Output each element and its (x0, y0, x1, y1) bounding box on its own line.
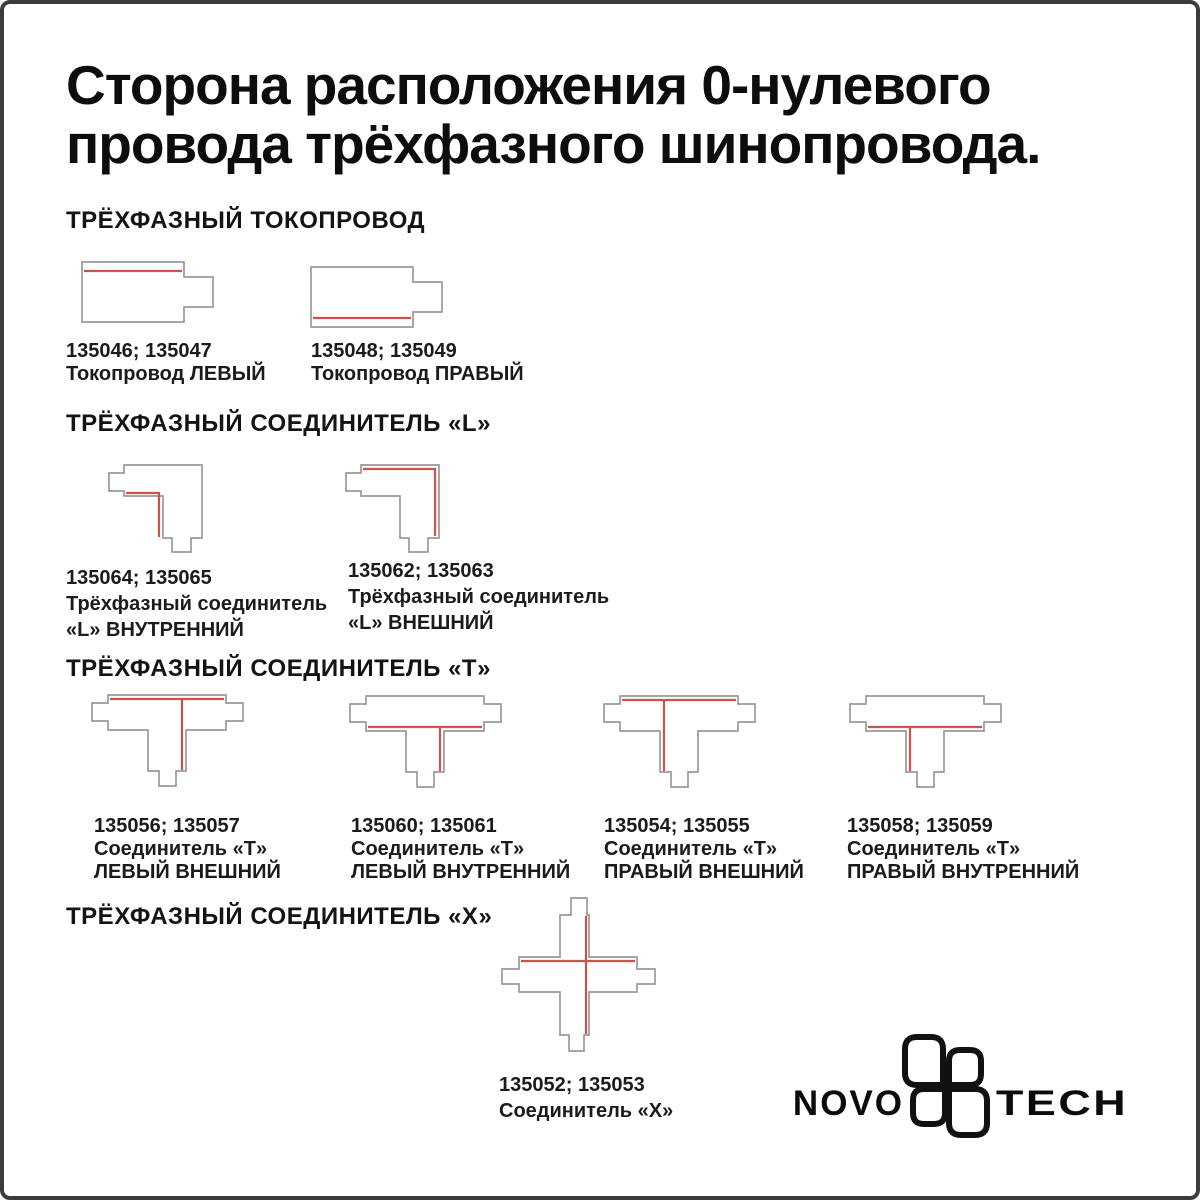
section-heading-x: ТРЁХФАЗНЫЙ СОЕДИНИТЕЛЬ «Х» (66, 903, 493, 930)
feed-left-label (66, 340, 266, 386)
l-external-name2: «L» ВНЕШНИЙ (348, 612, 494, 634)
x-connector-label (499, 1072, 673, 1124)
feed-left-name: Токопровод ЛЕВЫЙ (66, 363, 266, 385)
t2-codes: 135060; 135061 (351, 815, 497, 837)
l-internal-codes: 135064; 135065 (66, 567, 212, 589)
page-title-line2: провода трёхфазного шинопровода. (66, 113, 1041, 175)
t2-name2: ЛЕВЫЙ ВНУТРЕННИЙ (351, 861, 571, 883)
l-external-codes: 135062; 135063 (348, 560, 494, 582)
t2-name1: Соединитель «Т» (351, 838, 525, 860)
brand-name-right: TECH (996, 1084, 1129, 1123)
feed-right-label (311, 340, 524, 386)
t-left-internal-diagram (349, 695, 502, 790)
l-internal-name2: «L» ВНУТРЕННИЙ (66, 619, 244, 641)
page-title-line1: Сторона расположения 0-нулевого (66, 54, 991, 116)
t-left-external-label (94, 815, 281, 884)
t-right-internal-diagram (849, 695, 1002, 790)
feed-right-name: Токопровод ПРАВЫЙ (311, 363, 524, 385)
x-name: Соединитель «Х» (499, 1100, 674, 1122)
l-internal-label (66, 565, 327, 643)
feed-left-diagram (81, 261, 216, 326)
t-right-external-label (604, 815, 804, 884)
t3-name2: ПРАВЫЙ ВНЕШНИЙ (604, 861, 804, 883)
t-right-internal-label (847, 815, 1079, 884)
section-heading-feed: ТРЁХФАЗНЫЙ ТОКОПРОВОД (66, 207, 426, 234)
l-external-diagram (345, 464, 443, 554)
l-internal-name1: Трёхфазный соединитель (66, 593, 328, 615)
feed-right-diagram (310, 266, 445, 331)
page-title (66, 56, 1040, 174)
section-heading-l: ТРЁХФАЗНЫЙ СОЕДИНИТЕЛЬ «L» (66, 410, 491, 437)
t-left-external-diagram (91, 694, 244, 789)
l-external-label (348, 558, 609, 636)
t-left-internal-label (351, 815, 570, 884)
l-external-name1: Трёхфазный соединитель (348, 586, 610, 608)
t4-name2: ПРАВЫЙ ВНУТРЕННИЙ (847, 861, 1080, 883)
t1-codes: 135056; 135057 (94, 815, 240, 837)
t-right-external-diagram (603, 695, 756, 790)
t4-codes: 135058; 135059 (847, 815, 993, 837)
t4-name1: Соединитель «Т» (847, 838, 1021, 860)
section-heading-t: ТРЁХФАЗНЫЙ СОЕДИНИТЕЛЬ «Т» (66, 655, 491, 682)
x-codes: 135052; 135053 (499, 1074, 645, 1096)
l-internal-diagram (108, 464, 206, 554)
t3-codes: 135054; 135055 (604, 815, 750, 837)
novotech-flower-icon (901, 1035, 991, 1140)
x-connector-diagram (501, 897, 657, 1053)
t3-name1: Соединитель «Т» (604, 838, 778, 860)
t1-name1: Соединитель «Т» (94, 838, 268, 860)
brand-name-left: NOVO (792, 1084, 904, 1123)
feed-right-codes: 135048; 135049 (311, 340, 457, 362)
t1-name2: ЛЕВЫЙ ВНЕШНИЙ (94, 861, 281, 883)
feed-left-codes: 135046; 135047 (66, 340, 212, 362)
